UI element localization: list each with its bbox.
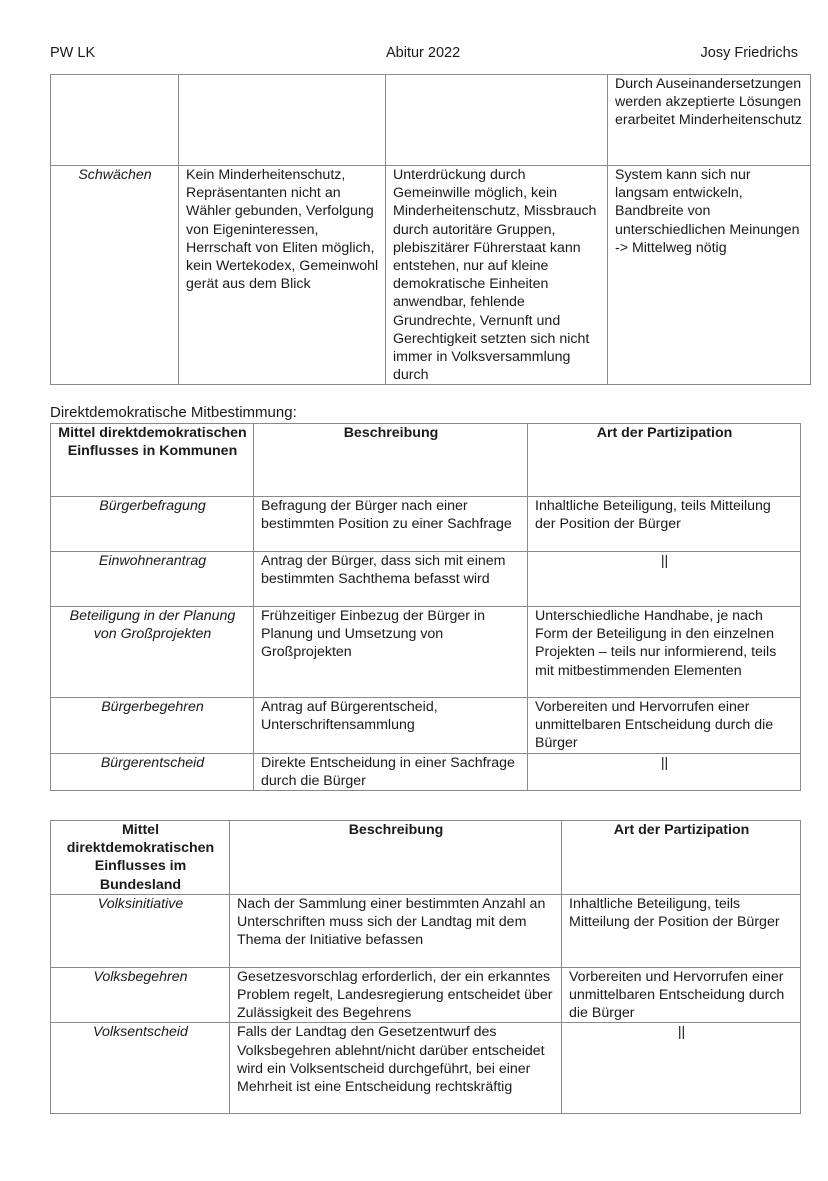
header-exam: Abitur 2022 bbox=[386, 45, 461, 61]
table-cell: Nach der Sammlung einer bestimmten Anzahl an Unterschriften muss sich der Landtag mit dem Thema der Initiative befassen bbox=[230, 894, 562, 967]
table-cell: Unterschiedliche Handhabe, je nach Form der Beteiligung in den einzelnen Projekten – teils nur informierend, teils mit mitbestimmenden Elementen bbox=[528, 607, 801, 698]
column-header: Art der Partizipation bbox=[562, 821, 801, 895]
table-cell: Gesetzesvorschlag erforderlich, der ein erkanntes Problem regelt, Landesregierung entscheidet über Zulässigkeit des Begehrens bbox=[230, 967, 562, 1023]
table-cell: Befragung der Bürger nach einer bestimmten Position zu einer Sachfrage bbox=[254, 497, 528, 552]
table-header-row bbox=[51, 821, 801, 895]
table-cell: Frühzeitiger Einbezug der Bürger in Planung und Umsetzung von Großprojekten bbox=[254, 607, 528, 698]
row-label: Bürgerbefragung bbox=[51, 497, 254, 552]
table-cell: System kann sich nur langsam entwickeln, Bandbreite von unterschiedlichen Meinungen -> Mittelweg nötig bbox=[608, 166, 811, 385]
header-author: Josy Friedrichs bbox=[700, 45, 798, 61]
table-cell: Antrag auf Bürgerentscheid, Unterschriftensammlung bbox=[254, 698, 528, 754]
column-header: Mittel direktdemokratischen Einflusses in Kommunen bbox=[51, 424, 254, 497]
table-cell: Direkte Entscheidung in einer Sachfrage durch die Bürger bbox=[254, 753, 528, 790]
section-title: Direktdemokratische Mitbestimmung: bbox=[50, 404, 297, 421]
page-header bbox=[0, 44, 828, 64]
table-cell: Unterdrückung durch Gemeinwille möglich, kein Minderheitenschutz, Missbrauch durch autoritäre Gruppen, plebiszitärer Führerstaat kann entstehen, nur auf kleine demokratische Einheiten anwendbar, fehlende Grundrechte, Vernunft und Gerechtigkeit setzten sich nicht immer in Volksversammlung durch bbox=[386, 166, 608, 385]
row-label: Volksentscheid bbox=[51, 1023, 230, 1114]
table-cell: Falls der Landtag den Gesetzentwurf des Volksbegehren ablehnt/nicht darüber entscheidet wird ein Volksentscheid durchgeführt, bei einer Mehrheit ist eine Entscheidung rechtskräftig bbox=[230, 1023, 562, 1114]
table-row bbox=[51, 607, 801, 698]
column-header: Mittel direktdemokratischen Einflusses im Bundesland bbox=[51, 821, 230, 895]
table-row bbox=[51, 497, 801, 552]
table-cell: Inhaltliche Beteiligung, teils Mitteilung der Position der Bürger bbox=[562, 894, 801, 967]
column-header: Beschreibung bbox=[254, 424, 528, 497]
municipal-participation-table bbox=[50, 423, 801, 791]
comparison-table bbox=[50, 74, 811, 385]
table-cell: Inhaltliche Beteiligung, teils Mitteilung der Position der Bürger bbox=[528, 497, 801, 552]
table-row bbox=[51, 75, 811, 166]
table-cell: Durch Auseinandersetzungen werden akzeptierte Lösungen erarbeitet Minderheitenschutz bbox=[608, 75, 811, 166]
table-cell: Vorbereiten und Hervorrufen einer unmittelbaren Entscheidung durch die Bürger bbox=[562, 967, 801, 1023]
row-label: Bürgerbegehren bbox=[51, 698, 254, 754]
table-cell bbox=[51, 75, 179, 166]
table-row bbox=[51, 1023, 801, 1114]
table-cell: || bbox=[562, 1023, 801, 1114]
table-row bbox=[51, 894, 801, 967]
row-label-weaknesses: Schwächen bbox=[51, 166, 179, 385]
table-cell: Antrag der Bürger, dass sich mit einem bestimmten Sachthema befasst wird bbox=[254, 552, 528, 607]
table-cell bbox=[386, 75, 608, 166]
column-header: Art der Partizipation bbox=[528, 424, 801, 497]
table-row bbox=[51, 753, 801, 790]
table-header-row bbox=[51, 424, 801, 497]
table-cell: Kein Minderheitenschutz, Repräsentanten nicht an Wähler gebunden, Verfolgung von Eigeninteressen, Herrschaft von Eliten möglich, kein Wertekodex, Gemeinwohl gerät aus dem Blick bbox=[179, 166, 386, 385]
table-cell: Vorbereiten und Hervorrufen einer unmittelbaren Entscheidung durch die Bürger bbox=[528, 698, 801, 754]
table-row bbox=[51, 166, 811, 385]
row-label: Volksinitiative bbox=[51, 894, 230, 967]
row-label: Volksbegehren bbox=[51, 967, 230, 1023]
header-course: PW LK bbox=[50, 45, 96, 61]
column-header: Beschreibung bbox=[230, 821, 562, 895]
table-row bbox=[51, 698, 801, 754]
table-cell bbox=[179, 75, 386, 166]
table-row bbox=[51, 967, 801, 1023]
table-cell: || bbox=[528, 552, 801, 607]
state-participation-table bbox=[50, 820, 801, 1114]
table-cell: || bbox=[528, 753, 801, 790]
table-row bbox=[51, 552, 801, 607]
row-label: Bürgerentscheid bbox=[51, 753, 254, 790]
row-label: Beteiligung in der Planung von Großprojekten bbox=[51, 607, 254, 698]
row-label: Einwohnerantrag bbox=[51, 552, 254, 607]
